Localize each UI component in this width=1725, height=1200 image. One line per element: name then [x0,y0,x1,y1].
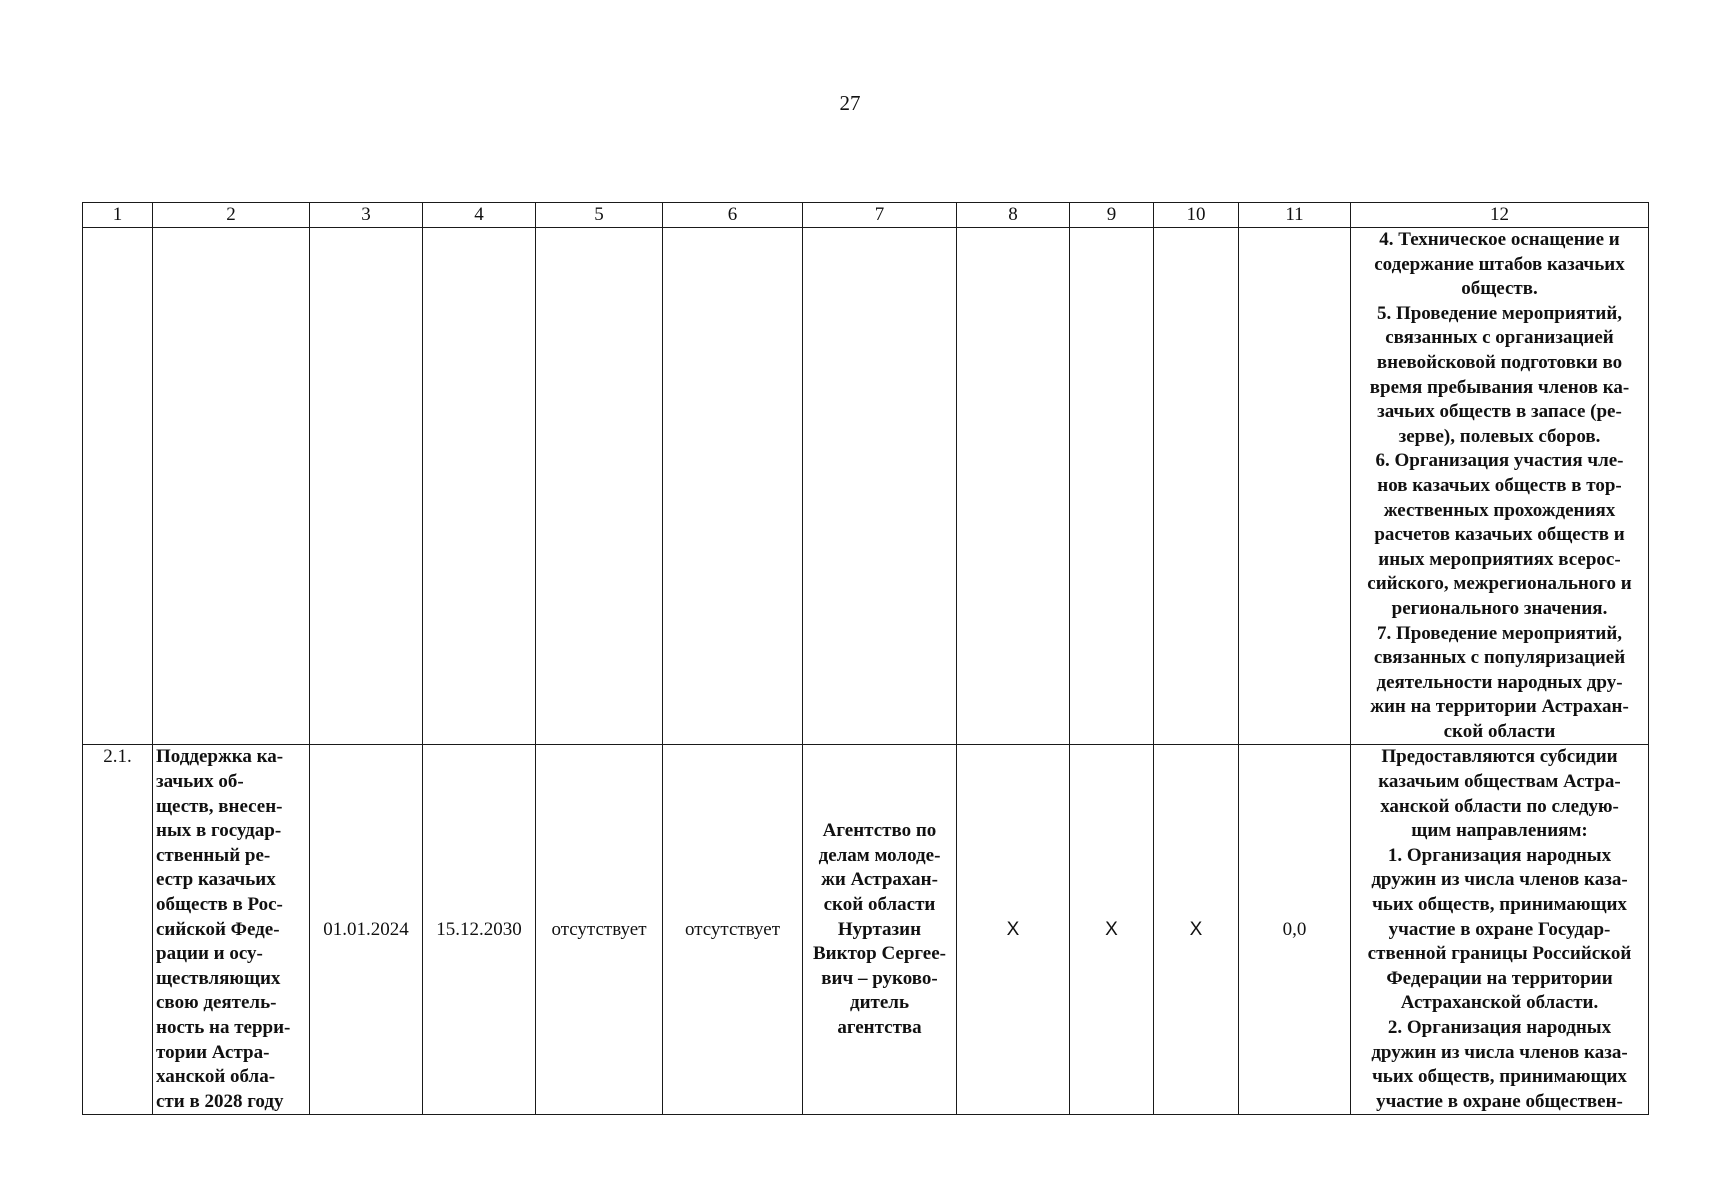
programme-table [82,202,1649,1115]
column-number-10: 10 [1154,203,1239,228]
cell-responsible: Агентство по делам молоде- жи Астрахан- ской области Нуртазин Виктор Сергее- вич – руково- дитель агентства [803,745,957,1115]
cell-col9: Х [1070,745,1154,1115]
cell-number [83,228,153,745]
cell-col6 [663,228,803,745]
cell-col9 [1070,228,1154,745]
cell-end-date: 15.12.2030 [423,745,536,1115]
column-number-7: 7 [803,203,957,228]
cell-col8 [957,228,1070,745]
cell-col10: Х [1154,745,1239,1115]
column-number-4: 4 [423,203,536,228]
cell-col5: отсутствует [536,745,663,1115]
cell-col8: Х [957,745,1070,1115]
column-numbers-row [83,203,1649,228]
table-row-continuation [83,228,1649,745]
cell-description: Предоставляются субсидии казачьим обществам Астра- ханской области по следую- щим направлениям: 1. Организация народных дружин из числа членов каза- чьих обществ, принимающих участие в охране Государ- ственной границы Российской Федерации на территории Астраханской области. 2. Организация народных дружин из числа членов каза- чьих обществ, принимающих участие в охране обществен- [1351,745,1649,1115]
cell-start-date: 01.01.2024 [310,745,423,1115]
column-number-1: 1 [83,203,153,228]
cell-number: 2.1. [83,745,153,1115]
cell-responsible [803,228,957,745]
column-number-11: 11 [1239,203,1351,228]
cell-name [153,228,310,745]
cell-description: 4. Техническое оснащение и содержание штабов казачьих обществ. 5. Проведение мероприятий, связанных с организацией вневойсковой подготовки во время пребывания членов ка- зачьих обществ в запасе (ре- зерве), полевых сборов. 6. Организация участия чле- нов казачьих обществ в тор- жественных прохождениях расчетов казачьих обществ и иных мероприятиях всерос- сийского, межрегионального и регионального значения. 7. Проведение мероприятий, связанных с популяризацией деятельности народных дру- жин на территории Астрахан- ской области [1351,228,1649,745]
column-number-8: 8 [957,203,1070,228]
cell-name: Поддержка ка- зачьих об- ществ, внесен- ных в государ- ственный ре- естр казачьих обществ в Рос- сийской Феде- рации и осу- ществляющих свою деятель- ность на терри- тории Астра- ханской обла- сти в 2028 году [153,745,310,1115]
cell-end-date [423,228,536,745]
column-number-6: 6 [663,203,803,228]
cell-col11 [1239,228,1351,745]
table-row-2-1 [83,745,1649,1115]
column-number-2: 2 [153,203,310,228]
column-number-9: 9 [1070,203,1154,228]
cell-col10 [1154,228,1239,745]
cell-start-date [310,228,423,745]
column-number-12: 12 [1351,203,1649,228]
column-number-5: 5 [536,203,663,228]
cell-col6: отсутствует [663,745,803,1115]
column-number-3: 3 [310,203,423,228]
cell-col11: 0,0 [1239,745,1351,1115]
cell-col5 [536,228,663,745]
page-number: 27 [839,91,861,115]
